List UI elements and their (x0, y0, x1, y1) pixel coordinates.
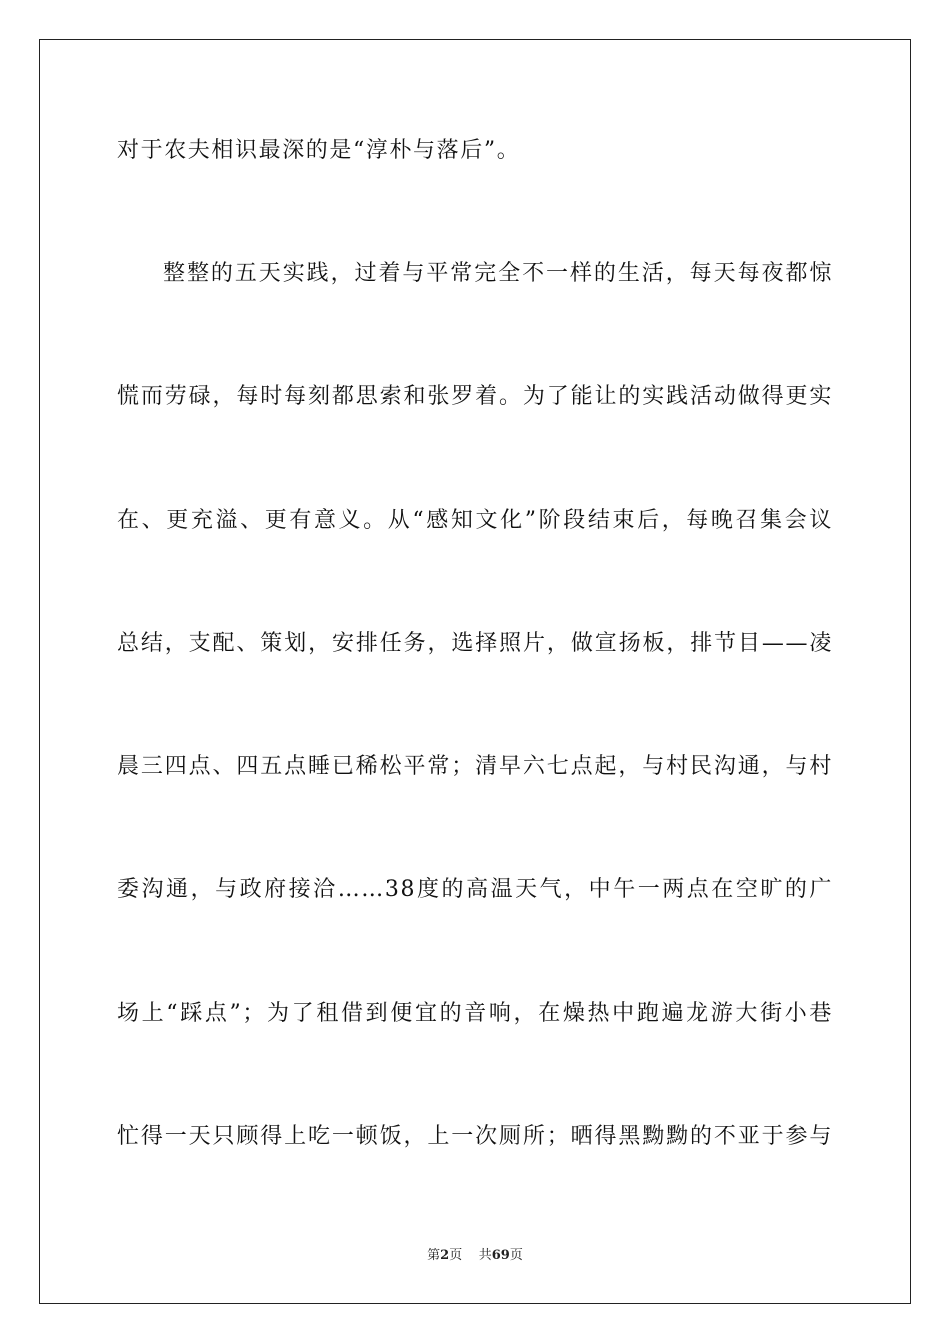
footer-total-suffix: 页 (509, 1248, 523, 1263)
paragraph-line-6: 晨三四点、四五点睡已稀松平常；清早六七点起，与村民沟通，与村 (117, 754, 833, 779)
footer-total-prefix: 共 (478, 1248, 492, 1263)
paragraph-line-7: 委沟通，与政府接洽……38度的高温天气，中午一两点在空旷的广 (117, 877, 833, 902)
paragraph-line-5: 总结，支配、策划，安排任务，选择照片，做宣扬板，排节目——凌 (117, 631, 833, 656)
footer-total-pages: 69 (491, 1248, 510, 1263)
paragraph-line-9: 忙得一天只顾得上吃一顿饭，上一次厕所；晒得黑黝黝的不亚于参与 (117, 1124, 833, 1149)
page-footer (0, 1247, 950, 1265)
footer-page-prefix: 第 (427, 1248, 441, 1263)
page-border (39, 39, 911, 1304)
footer-page-suffix: 页 (449, 1248, 463, 1263)
paragraph-line-3: 慌而劳碌，每时每刻都思索和张罗着。为了能让的实践活动做得更实 (117, 384, 833, 409)
footer-page-number: 2 (440, 1248, 450, 1263)
paragraph-line-1: 对于农夫相识最深的是“淳朴与落后”。 (117, 138, 521, 163)
paragraph-line-4: 在、更充溢、更有意义。从“感知文化”阶段结束后，每晚召集会议 (117, 508, 833, 533)
paragraph-line-8: 场上“踩点”；为了租借到便宜的音响，在燥热中跑遍龙游大街小巷 (117, 1001, 833, 1026)
paragraph-line-2: 整整的五天实践，过着与平常完全不一样的生活，每天每夜都惊 (163, 261, 833, 286)
